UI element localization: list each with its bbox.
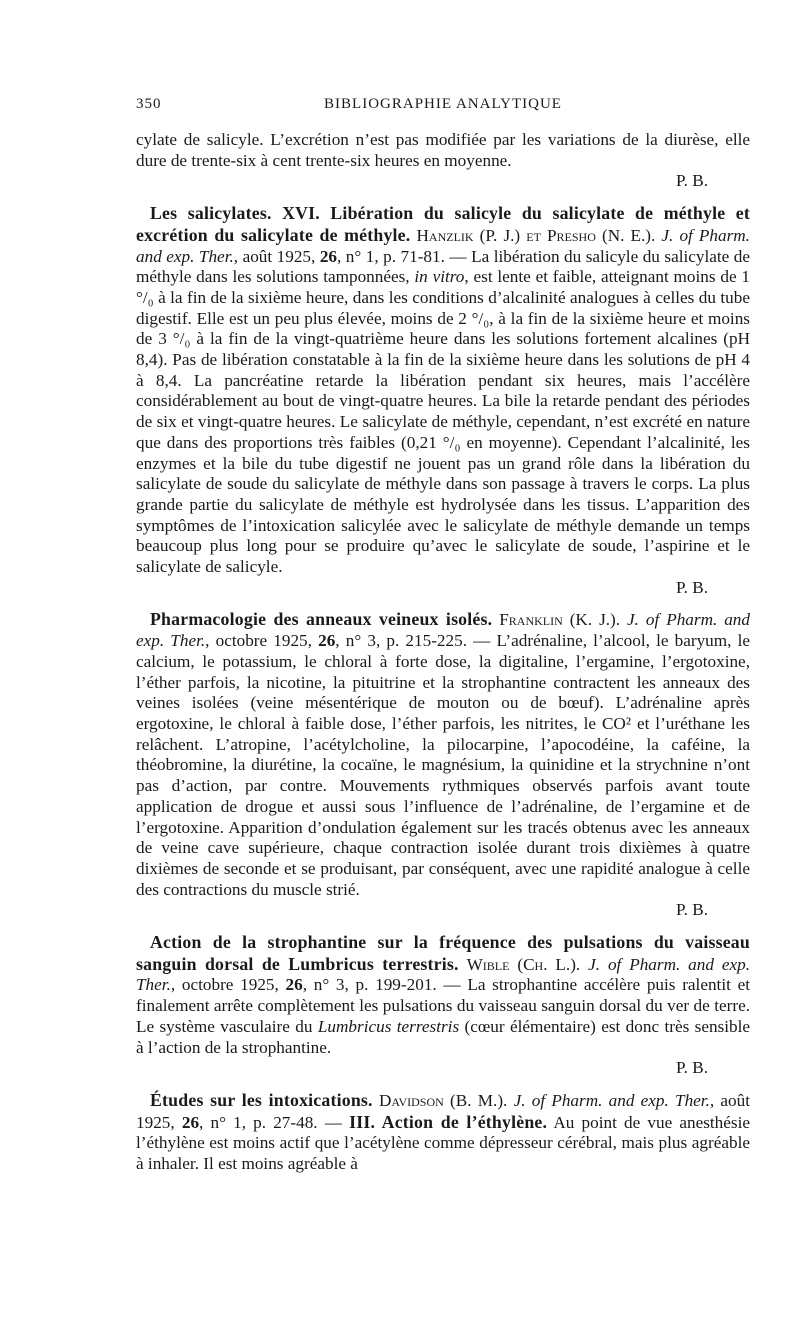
journal-pages: , n° 3, p. 215-225. <box>335 631 468 651</box>
entry-authors: Franklin (K. J.). <box>499 610 621 630</box>
entry-title: Action de la strophantine sur la fréquence des pulsations du vaisseau sanguin dorsal de Lumbricus terrestris. <box>136 932 750 974</box>
continuation-text: cylate de salicyle. L’excrétion n’est pas modifiée par les variations de la diurèse, elle dure de trente-six à cent trente-six heures en moyenne. <box>136 130 750 170</box>
publication-date: , août 1925, <box>136 1090 751 1132</box>
entry-body-continued: , est lente et faible, atteignant moins de 1 °/₀ à la fin de la sixième heure, dans les conditions d’alcalinité analogues à celles du tube digestif. Elle est un peu plus élevée, moins de 2 °/₀, à la fin de la sixième heure et moins de 3 °/₀ à la fin de la vingt-quatrième heure dans les solutions fortement alcalines (pH 8,4). Pas de libération constatable à la fin de la sixième heure dans les solutions de pH 4 à 8,4. La pancréatine retarde la libération pendant six heures, mais l’accélère considérablement au bout de vingt-quatre heures. La bile la retarde pendant des périodes de six et vingt-quatre heures. Le salicylate de méthyle, cependant, n’est excrété en nature que dans des proportions très faibles (0,21 °/₀ en moyenne). Cependant l’alcalinité, les enzymes et la bile du tube digestif ne jouent pas un grand rôle dans la libération du salicylate de soude du salicylate de méthyle dans son passage à travers le corps. La plus grande partie du salicylate de méthyle est hydrolysée dans les tissus. L’apparition des symptômes de l’intoxication salicylée avec le salicylate de méthyle demande un temps beaucoup plus long pour se produire qu’avec le salicylate de soude, l’aspirine et le salicylate de salicyle. <box>136 267 750 577</box>
journal-pages: , n° 3, p. 199-201. <box>302 975 437 995</box>
entry-subtitle: III. Action de l’éthylène. <box>349 1111 548 1132</box>
publication-date: , août 1925, <box>233 246 320 266</box>
entry-body-italic: Lumbricus terrestris <box>317 1016 460 1036</box>
journal-volume: 26 <box>181 1112 200 1132</box>
journal-pages: , n° 1, p. 71-81. <box>337 246 445 266</box>
running-header <box>136 96 750 120</box>
signature: P. B. <box>675 171 708 191</box>
entry-body: — L’adrénaline, l’alcool, le baryum, le calcium, le potassium, le chloral à forte dose, la digitaline, l’ergamine, l’ergotoxine, l’éther parfois, la nicotine, la pituitrine et la strophantine contractent les anneaux des veines isolées (veine mésentérique de mouton ou de bœuf). L’adrénaline après ergotoxine, le chloral à faible dose, l’éther parfois, les nitrites, le CO² et l’uréthane les relâchent. L’atropine, l’acétylcholine, la pilocarpine, l’apocodéine, la caféine, la théobromine, la diurétine, la cocaïne, le magnésium, la quinidine et la strychnine n’ont pas d’action, par contre. Mouvements rythmiques observés parfois avant toute application de drogue et aussi sous l’influence de l’adrénaline, de l’ergamine et de l’ergotoxine. Apparition d’ondulation également sur les tracés obtenus avec les anneaux de veine cave supérieure, chaque contraction isolée durant trois dixièmes à quatre dixièmes de seconde et se produisant, par conséquent, avec une rapidité analogue à celle des contractions du muscle strié. <box>136 631 750 899</box>
journal-pages: , n° 1, p. 27-48. — <box>199 1112 350 1132</box>
running-title: BIBLIOGRAPHIE ANALYTIQUE <box>324 96 562 112</box>
journal-name: J. of Pharm. and exp. Ther. <box>136 225 750 266</box>
journal-volume: 26 <box>285 975 303 995</box>
journal-volume: 26 <box>318 631 336 651</box>
signature: P. B. <box>675 900 708 920</box>
publication-date: , octobre 1925, <box>170 975 286 995</box>
entry-body-continued: (cœur élémentaire) est donc très sensible à l’action de la strophantine. <box>136 1016 751 1057</box>
journal-name: J. of Pharm. and exp. Ther. <box>513 1090 710 1110</box>
journal-volume: 26 <box>319 246 337 266</box>
review-entry-salicylates <box>136 203 750 598</box>
review-entry-venous-rings <box>136 609 750 921</box>
entry-paragraph <box>136 203 750 578</box>
entry-body: — La strophantine accélère puis ralentit et finalement arrête complètement les pulsations du vaisseau sanguin dorsal du ver de terre. Le système vasculaire du <box>136 975 750 1036</box>
page-number: 350 <box>136 96 162 112</box>
entry-paragraph <box>136 609 750 900</box>
journal-name: J. of Pharm. and exp. Ther. <box>136 954 751 995</box>
entry-title: Études sur les intoxications. <box>150 1089 373 1110</box>
signature: P. B. <box>675 577 708 597</box>
entry-authors: Davidson (B. M.). <box>378 1090 508 1110</box>
signature: P. B. <box>675 1058 708 1078</box>
entry-paragraph <box>136 1090 750 1175</box>
entry-authors: Hanzlik (P. J.) et Presho (N. E.). <box>416 225 656 245</box>
entry-title: Les salicylates. XVI. Libération du salicyle du salicylate de méthyle et excrétion du salicylate de méthyle. <box>136 203 750 245</box>
entry-body: Au point de vue anesthésie l’éthylène est moins actif que l’acétylène comme dépresseur cérébral, mais plus agréable à inhaler. Il est moins agréable à <box>136 1112 750 1174</box>
entry-paragraph <box>136 932 750 1058</box>
publication-date: , octobre 1925, <box>205 631 319 651</box>
continuation-paragraph <box>136 130 750 192</box>
journal-name: J. of Pharm. and exp. Ther. <box>136 610 750 651</box>
review-entry-intoxications <box>136 1090 750 1175</box>
review-entry-strophantine <box>136 932 750 1079</box>
page <box>136 96 750 1175</box>
entry-title: Pharmacologie des anneaux veineux isolés. <box>150 609 493 630</box>
entry-authors: Wible (Ch. L.). <box>466 954 581 974</box>
entry-body-italic: in vitro <box>414 267 465 287</box>
entry-body: — La libération du salicyle du salicylate de méthyle dans les solutions tamponnées, <box>136 246 750 287</box>
